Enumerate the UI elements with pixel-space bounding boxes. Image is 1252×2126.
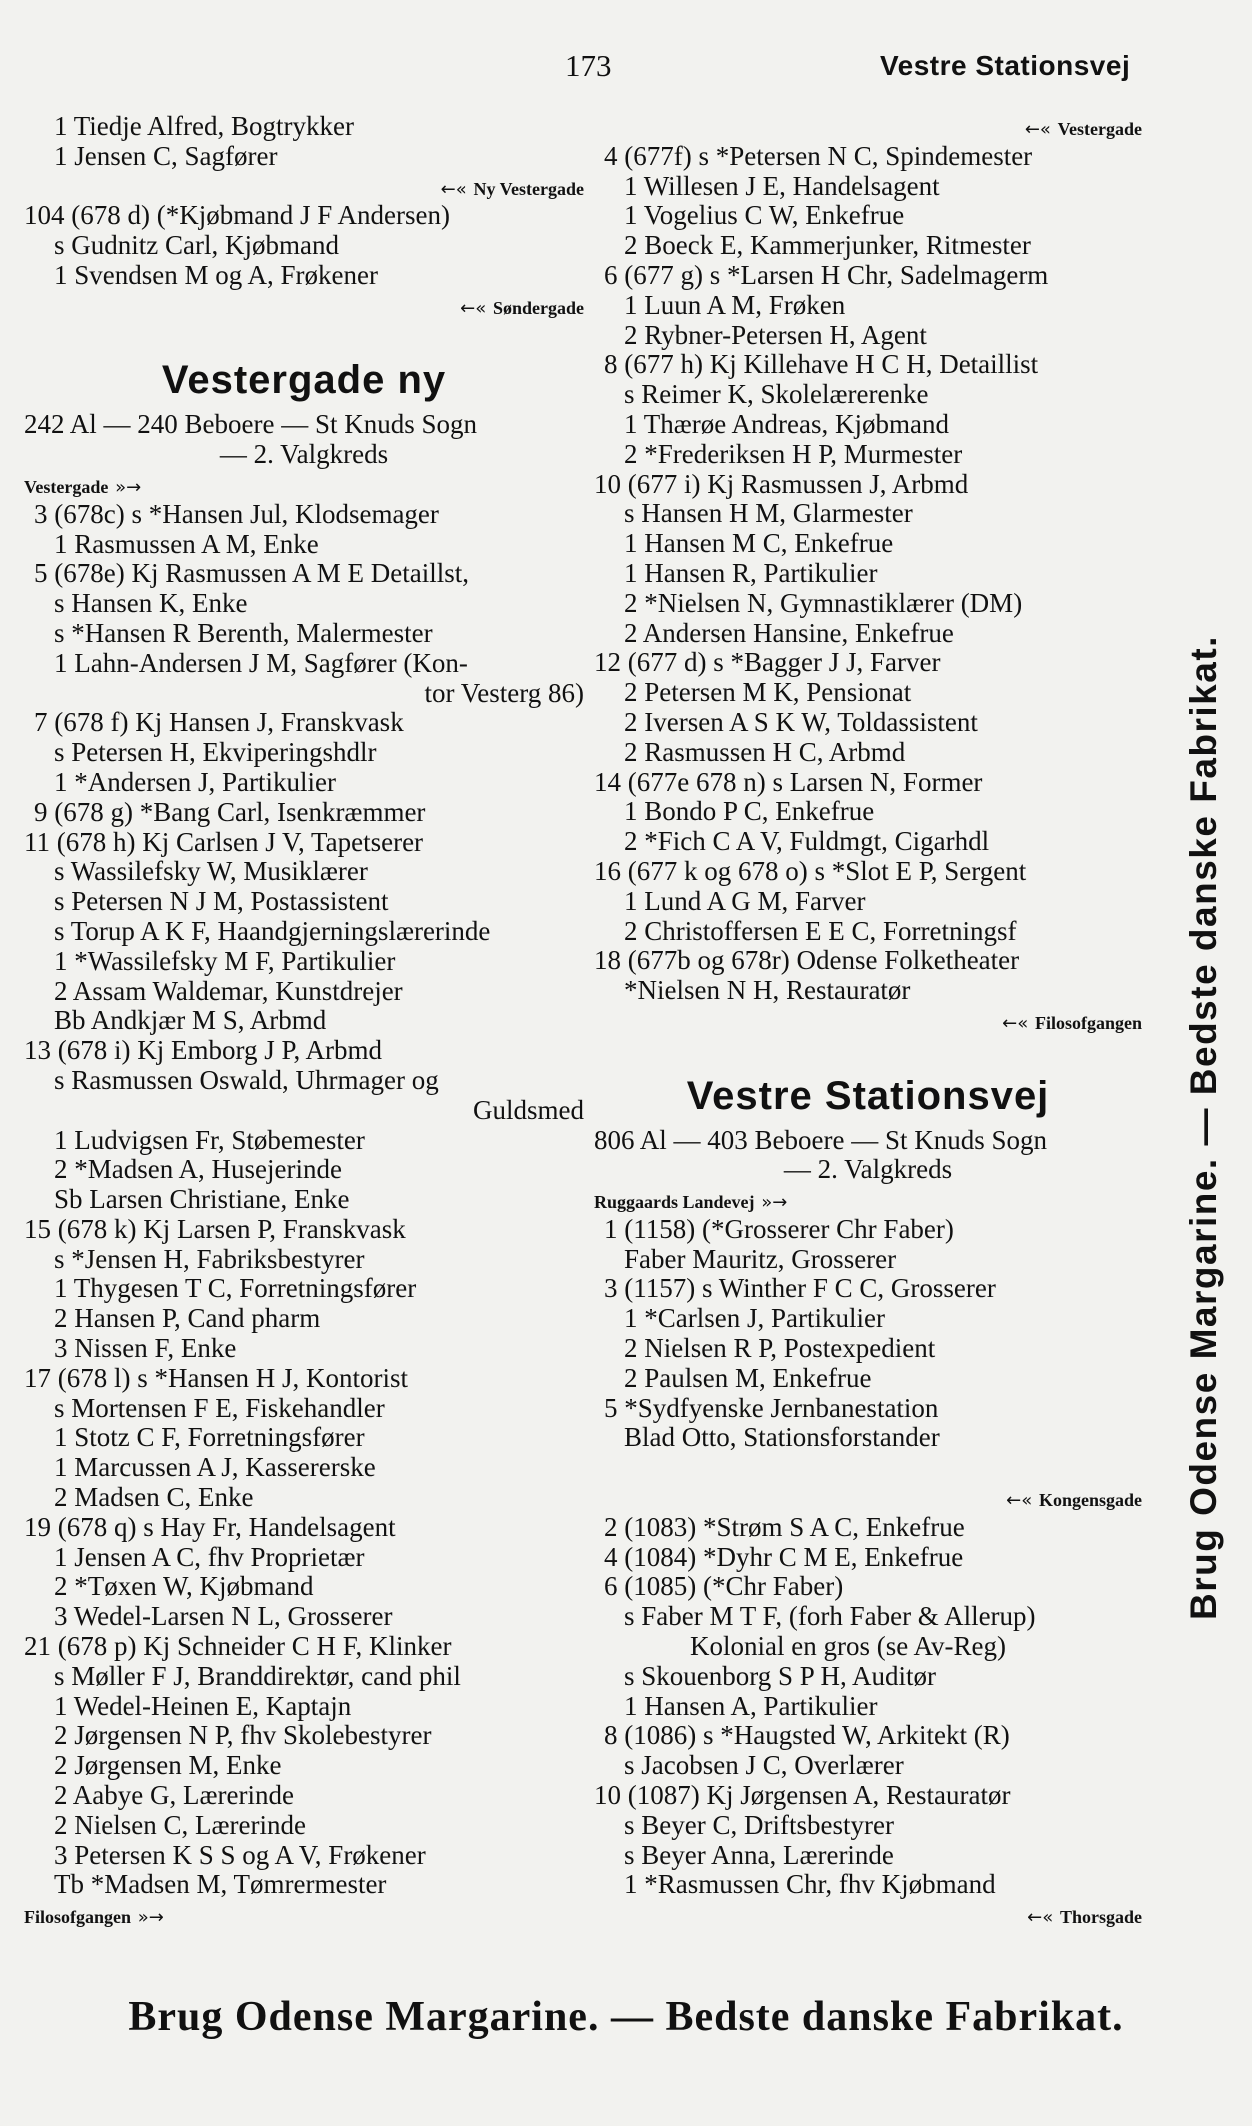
directory-entry (594, 1841, 1142, 1871)
entry-text: 4 (1084) *Dyhr C M E, Enkefrue (604, 1541, 964, 1572)
entry-text: 1 Hansen M C, Enkefrue (624, 528, 894, 559)
directory-entry (594, 1692, 1142, 1722)
directory-entry (24, 112, 584, 142)
directory-entry (24, 887, 584, 917)
directory-entry (594, 1662, 1142, 1692)
entry-text: 2 *Madsen A, Husejerinde (54, 1154, 342, 1185)
directory-entry (24, 1453, 584, 1483)
entry-text: — 2. Valgkreds (783, 1154, 953, 1185)
entry-text: 1 Jensen C, Sagfører (54, 140, 278, 171)
entry-text: s Skouenborg S P H, Auditør (624, 1660, 937, 1691)
directory-entry (24, 828, 584, 858)
directory-entry (594, 1423, 1142, 1453)
page-number: 173 (565, 48, 612, 83)
entry-text: s Gudnitz Carl, Kjøbmand (54, 230, 339, 261)
entry-text: Vestergade ny (161, 358, 447, 403)
entry-text: s Hansen H M, Glarmester (624, 498, 913, 529)
directory-entry (24, 1245, 584, 1275)
right-column (594, 112, 1142, 1930)
entry-text: Guldsmed (473, 1094, 584, 1125)
directory-entry (24, 917, 584, 947)
directory-entry (594, 470, 1142, 500)
entry-text: 2 Rasmussen H C, Arbmd (624, 736, 906, 767)
entry-text: 13 (678 i) Kj Emborg J P, Arbmd (24, 1035, 383, 1066)
directory-entry (594, 768, 1142, 798)
directory-entry (594, 261, 1142, 291)
entry-text: 2 Christoffersen E E C, Forretningsf (624, 915, 1017, 946)
directory-entry (594, 350, 1142, 380)
directory-entry (594, 1513, 1142, 1543)
directory-entry (594, 1751, 1142, 1781)
directory-entry (24, 1543, 584, 1573)
entry-text: 2 Nielsen C, Lærerinde (54, 1809, 306, 1840)
entry-text: 242 Al — 240 Beboere — St Knuds Sogn (24, 409, 478, 440)
directory-entry (24, 947, 584, 977)
entry-text: 1 Tiedje Alfred, Bogtrykker (54, 111, 354, 141)
directory-entry (594, 976, 1142, 1006)
arrow-left-icon: ←« (1002, 1012, 1029, 1034)
entry-text: 16 (677 k og 678 o) s *Slot E P, Sergent (594, 855, 1027, 886)
directory-entry (24, 1334, 584, 1364)
directory-entry (24, 1572, 584, 1602)
directory-entry (594, 827, 1142, 857)
directory-entry (24, 1364, 584, 1394)
cross-street-marker (24, 470, 584, 500)
directory-entry (594, 648, 1142, 678)
entry-text: s Jacobsen J C, Overlærer (624, 1750, 904, 1781)
directory-entry (594, 410, 1142, 440)
directory-entry (594, 1215, 1142, 1245)
directory-entry (24, 1185, 584, 1215)
entry-text: 1 Lahn-Andersen J M, Sagfører (Kon- (54, 647, 468, 678)
cross-street-marker (594, 1483, 1142, 1513)
entry-text: 3 Petersen K S S og A V, Frøkener (54, 1839, 426, 1870)
entry-text: Kolonial en gros (se Av-Reg) (690, 1631, 1006, 1662)
entry-text: 1 *Carlsen J, Partikulier (624, 1303, 885, 1334)
directory-entry (24, 1274, 584, 1304)
arrow-left-icon: ←« (460, 297, 487, 319)
directory-entry (24, 261, 584, 291)
entry-text: 2 Iversen A S K W, Toldassistent (624, 706, 978, 737)
entry-text: Filosofgangen (1034, 1012, 1142, 1033)
entry-text: Ny Vestergade (473, 178, 584, 199)
entry-text: Tb *Madsen M, Tømrermester (54, 1869, 387, 1900)
directory-entry (24, 1423, 584, 1453)
entry-text: Thorsgade (1059, 1907, 1142, 1928)
directory-entry (594, 708, 1142, 738)
directory-entry (594, 201, 1142, 231)
directory-entry (594, 1304, 1142, 1334)
directory-entry (594, 797, 1142, 827)
entry-text: 1 Ludvigsen Fr, Støbemester (54, 1124, 365, 1155)
entry-text: 2 (1083) *Strøm S A C, Enkefrue (604, 1511, 965, 1542)
directory-entry (594, 1602, 1142, 1632)
entry-text: tor Vesterg 86) (424, 677, 584, 708)
entry-text: s Torup A K F, Haandgjerningslærerinde (54, 915, 491, 946)
directory-entry (594, 231, 1142, 261)
directory-entry (24, 321, 584, 351)
entry-text: 9 (678 g) *Bang Carl, Isenkræmmer (34, 796, 426, 827)
cross-street-marker (594, 1185, 1142, 1215)
directory-entry (594, 946, 1142, 976)
entry-text: 3 (1157) s Winther F C C, Grosserer (604, 1273, 996, 1304)
directory-entry (594, 529, 1142, 559)
directory-entry (594, 1126, 1142, 1156)
directory-entry (594, 1245, 1142, 1275)
directory-entry (24, 201, 584, 231)
directory-entry (594, 917, 1142, 947)
entry-text: 1 *Rasmussen Chr, fhv Kjøbmand (624, 1869, 996, 1900)
entry-text: 2 Boeck E, Kammerjunker, Ritmester (624, 230, 1031, 261)
entry-text: 14 (677e 678 n) s Larsen N, Former (594, 766, 983, 797)
entry-text: s Beyer Anna, Lærerinde (624, 1839, 894, 1870)
entry-text: s Møller F J, Branddirektør, cand phil (54, 1660, 461, 1691)
entry-text: 1 Marcussen A J, Kassererske (54, 1452, 376, 1483)
directory-entry (594, 142, 1142, 172)
entry-text: *Nielsen N H, Restauratør (624, 975, 911, 1006)
entry-text: 1 *Wassilefsky M F, Partikulier (54, 945, 396, 976)
directory-entry (24, 142, 584, 172)
directory-entry (24, 708, 584, 738)
cross-street-marker (594, 112, 1142, 142)
directory-entry (594, 857, 1142, 887)
entry-text: 8 (677 h) Kj Killehave H C H, Detaillist (604, 349, 1039, 380)
arrow-right-icon: »→ (137, 1907, 164, 1929)
entry-text: 5 (678e) Kj Rasmussen A M E Detaillst, (34, 558, 469, 589)
directory-entry (594, 1274, 1142, 1304)
entry-text: 18 (677b og 678r) Odense Folketheater (594, 945, 1020, 976)
directory-entry (594, 1334, 1142, 1364)
directory-entry (24, 679, 584, 709)
arrow-left-icon: ←« (1006, 1490, 1033, 1512)
directory-entry (594, 887, 1142, 917)
directory-entry (594, 1870, 1142, 1900)
directory-entry (24, 589, 584, 619)
entry-text: 1 *Andersen J, Partikulier (54, 766, 336, 797)
entry-text: Bb Andkjær M S, Arbmd (54, 1005, 327, 1036)
section-heading (594, 1066, 1142, 1126)
cross-street-marker (24, 172, 584, 202)
entry-text: 12 (677 d) s *Bagger J J, Farver (594, 647, 941, 678)
directory-entry (24, 1096, 584, 1126)
entry-text: s Reimer K, Skolelærerenke (624, 379, 929, 410)
directory-entry (594, 1721, 1142, 1751)
directory-entry (24, 1632, 584, 1662)
directory-entry (24, 1692, 584, 1722)
entry-text: 1 Thærøe Andreas, Kjøbmand (624, 408, 949, 439)
arrow-left-icon: ←« (1024, 119, 1051, 140)
entry-text: 1 Stotz C F, Forretningsfører (54, 1422, 365, 1453)
arrow-left-icon: ←« (1027, 1907, 1054, 1929)
bottom-advertisement: Brug Odense Margarine. — Bedste danske Fabrikat. (128, 1994, 1124, 2040)
directory-entry (594, 440, 1142, 470)
directory-entry (24, 1751, 584, 1781)
directory-entry (24, 1036, 584, 1066)
entry-text: 10 (677 i) Kj Rasmussen J, Arbmd (594, 468, 969, 499)
entry-text: 1 Willesen J E, Handelsagent (624, 170, 940, 201)
entry-text: s Rasmussen Oswald, Uhrmager og (54, 1064, 439, 1095)
entry-text: Ruggaards Landevej (594, 1192, 755, 1213)
entry-text: s Petersen N J M, Postassistent (54, 886, 389, 917)
directory-entry (594, 559, 1142, 589)
entry-text: 2 Aabye G, Lærerinde (54, 1780, 294, 1811)
entry-text: Vestre Stationsvej (686, 1073, 1050, 1118)
entry-text: 2 *Fich C A V, Fuldmgt, Cigarhdl (624, 826, 990, 857)
entry-text: 1 Jensen A C, fhv Proprietær (54, 1541, 365, 1572)
directory-entry (24, 1066, 584, 1096)
page-title: Vestre Stationsvej (880, 50, 1131, 81)
directory-entry (594, 1453, 1142, 1483)
entry-text: 3 Nissen F, Enke (54, 1333, 237, 1364)
directory-entry (594, 291, 1142, 321)
entry-text: 2 Paulsen M, Enkefrue (624, 1362, 872, 1393)
directory-entry (24, 1126, 584, 1156)
directory-entry (24, 1721, 584, 1751)
directory-entry (24, 410, 584, 440)
directory-entry (594, 1781, 1142, 1811)
directory-entry (594, 380, 1142, 410)
directory-entry (24, 1662, 584, 1692)
entry-text: 2 Madsen C, Enke (54, 1482, 254, 1513)
directory-entry (24, 1394, 584, 1424)
directory-entry (594, 1543, 1142, 1573)
directory-entry (24, 738, 584, 768)
arrow-right-icon: »→ (761, 1192, 788, 1214)
entry-text: Vestergade (1057, 119, 1142, 139)
directory-entry (594, 321, 1142, 351)
entry-text: 1 Rasmussen A M, Enke (54, 528, 319, 559)
entry-text: — 2. Valgkreds (219, 439, 389, 470)
cross-street-marker (594, 1006, 1142, 1036)
left-column (24, 112, 584, 1930)
entry-text: 1 Thygesen T C, Forretningsfører (54, 1273, 417, 1304)
entry-text: 1 Wedel-Heinen E, Kaptajn (54, 1690, 352, 1721)
entry-text: Faber Mauritz, Grosserer (624, 1243, 897, 1274)
directory-entry (594, 1394, 1142, 1424)
directory-entry (24, 1811, 584, 1841)
cross-street-marker (594, 1900, 1142, 1930)
entry-text: 104 (678 d) (*Kjøbmand J F Andersen) (24, 200, 450, 231)
directory-entry (24, 649, 584, 679)
entry-text: 2 Jørgensen N P, fhv Skolebestyrer (54, 1720, 432, 1751)
directory-entry (594, 1632, 1142, 1662)
side-advertisement: Brug Odense Margarine. — Bedste danske Fabrikat. (1183, 635, 1224, 1620)
entry-text: 1 Vogelius C W, Enkefrue (624, 200, 905, 231)
entry-text: 11 (678 h) Kj Carlsen J V, Tapetserer (24, 826, 424, 857)
directory-entry (24, 1841, 584, 1871)
entry-text: s *Hansen R Berenth, Malermester (54, 617, 433, 648)
entry-text: 19 (678 q) s Hay Fr, Handelsagent (24, 1511, 396, 1542)
entry-text: s Wassilefsky W, Musiklærer (54, 856, 368, 887)
entry-text: 1 Hansen A, Partikulier (624, 1690, 878, 1721)
entry-text: 2 *Nielsen N, Gymnastiklærer (DM) (624, 587, 1023, 618)
directory-entry (24, 231, 584, 261)
entry-text: 2 *Frederiksen H P, Murmester (624, 438, 963, 469)
entry-text: 2 Assam Waldemar, Kunstdrejer (54, 975, 403, 1006)
entry-text: Sb Larsen Christiane, Enke (54, 1184, 350, 1215)
cross-street-marker (24, 291, 584, 321)
directory-entry (594, 1811, 1142, 1841)
directory-entry (24, 798, 584, 828)
directory-entry (594, 738, 1142, 768)
entry-text: 2 Petersen M K, Pensionat (624, 677, 912, 708)
entry-text: 1 Lund A G M, Farver (624, 885, 866, 916)
entry-text: Søndergade (492, 297, 584, 318)
directory-entry (24, 530, 584, 560)
directory-entry (24, 1870, 584, 1900)
entry-text: s *Jensen H, Fabriksbestyrer (54, 1243, 365, 1274)
cross-street-marker (24, 1900, 584, 1930)
entry-text: s Hansen K, Enke (54, 588, 248, 619)
directory-entry (24, 1513, 584, 1543)
directory-entry (24, 1155, 584, 1185)
entry-text: 1 (1158) (*Grosserer Chr Faber) (604, 1213, 954, 1244)
directory-entry (24, 1602, 584, 1632)
entry-text: 2 Andersen Hansine, Enkefrue (624, 617, 954, 648)
entry-text: 10 (1087) Kj Jørgensen A, Restauratør (594, 1780, 1011, 1811)
entry-text: s Petersen H, Ekviperingshdlr (54, 737, 377, 768)
entry-text: 1 Svendsen M og A, Frøkener (54, 259, 378, 290)
entry-text: 1 Luun A M, Frøken (624, 289, 846, 320)
entry-text: 15 (678 k) Kj Larsen P, Franskvask (24, 1213, 406, 1244)
entry-text: 1 Bondo P C, Enkefrue (624, 796, 875, 827)
entry-text: 5 *Sydfyenske Jernbanestation (604, 1392, 939, 1423)
entry-text: 3 (678c) s *Hansen Jul, Klodsemager (34, 498, 439, 529)
directory-entry (594, 1572, 1142, 1602)
directory-entry (594, 589, 1142, 619)
entry-text: Filosofgangen (24, 1907, 132, 1928)
section-heading (24, 350, 584, 410)
directory-entry (594, 619, 1142, 649)
entry-text: 1 Hansen R, Partikulier (624, 557, 878, 588)
directory-entry (24, 857, 584, 887)
entry-text: 6 (1085) (*Chr Faber) (604, 1571, 844, 1602)
directory-entry (24, 440, 584, 470)
arrow-right-icon: »→ (115, 476, 142, 498)
directory-entry (24, 619, 584, 649)
entry-text: 7 (678 f) Kj Hansen J, Franskvask (34, 707, 404, 738)
entry-text: 806 Al — 403 Beboere — St Knuds Sogn (594, 1124, 1048, 1155)
directory-entry (594, 1364, 1142, 1394)
entry-text: 2 Jørgensen M, Enke (54, 1750, 282, 1781)
directory-entry (24, 1304, 584, 1334)
directory-entry (594, 1036, 1142, 1066)
entry-text: Blad Otto, Stationsforstander (624, 1422, 940, 1453)
directory-entry (24, 1483, 584, 1513)
entry-text: Vestergade (24, 476, 109, 497)
entry-text: 6 (677 g) s *Larsen H Chr, Sadelmagerm (604, 259, 1049, 290)
entry-text: s Mortensen F E, Fiskehandler (54, 1392, 385, 1423)
entry-text: s Beyer C, Driftsbestyrer (624, 1809, 894, 1840)
entry-text: 21 (678 p) Kj Schneider C H F, Klinker (24, 1631, 452, 1662)
directory-entry (594, 172, 1142, 202)
entry-text: 2 Rybner-Petersen H, Agent (624, 319, 927, 350)
directory-entry (24, 559, 584, 589)
arrow-left-icon: ←« (440, 178, 467, 200)
directory-entry (594, 499, 1142, 529)
entry-text: 2 *Tøxen W, Kjøbmand (54, 1571, 314, 1602)
directory-entry (24, 768, 584, 798)
directory-entry (24, 1006, 584, 1036)
entry-text: 2 Hansen P, Cand pharm (54, 1303, 321, 1334)
entry-text: Kongensgade (1038, 1490, 1142, 1511)
entry-text: s Faber M T F, (forh Faber & Allerup) (624, 1601, 1036, 1632)
directory-entry (24, 1781, 584, 1811)
directory-entry (594, 1155, 1142, 1185)
directory-entry (24, 977, 584, 1007)
entry-text: 4 (677f) s *Petersen N C, Spindemester (604, 140, 1033, 171)
entry-text: 2 Nielsen R P, Postexpedient (624, 1333, 936, 1364)
entry-text: 8 (1086) s *Haugsted W, Arkitekt (R) (604, 1720, 1010, 1751)
entry-text: 3 Wedel-Larsen N L, Grosserer (54, 1601, 393, 1632)
directory-entry (24, 1215, 584, 1245)
entry-text: 17 (678 l) s *Hansen H J, Kontorist (24, 1362, 408, 1393)
directory-entry (24, 500, 584, 530)
directory-entry (594, 678, 1142, 708)
